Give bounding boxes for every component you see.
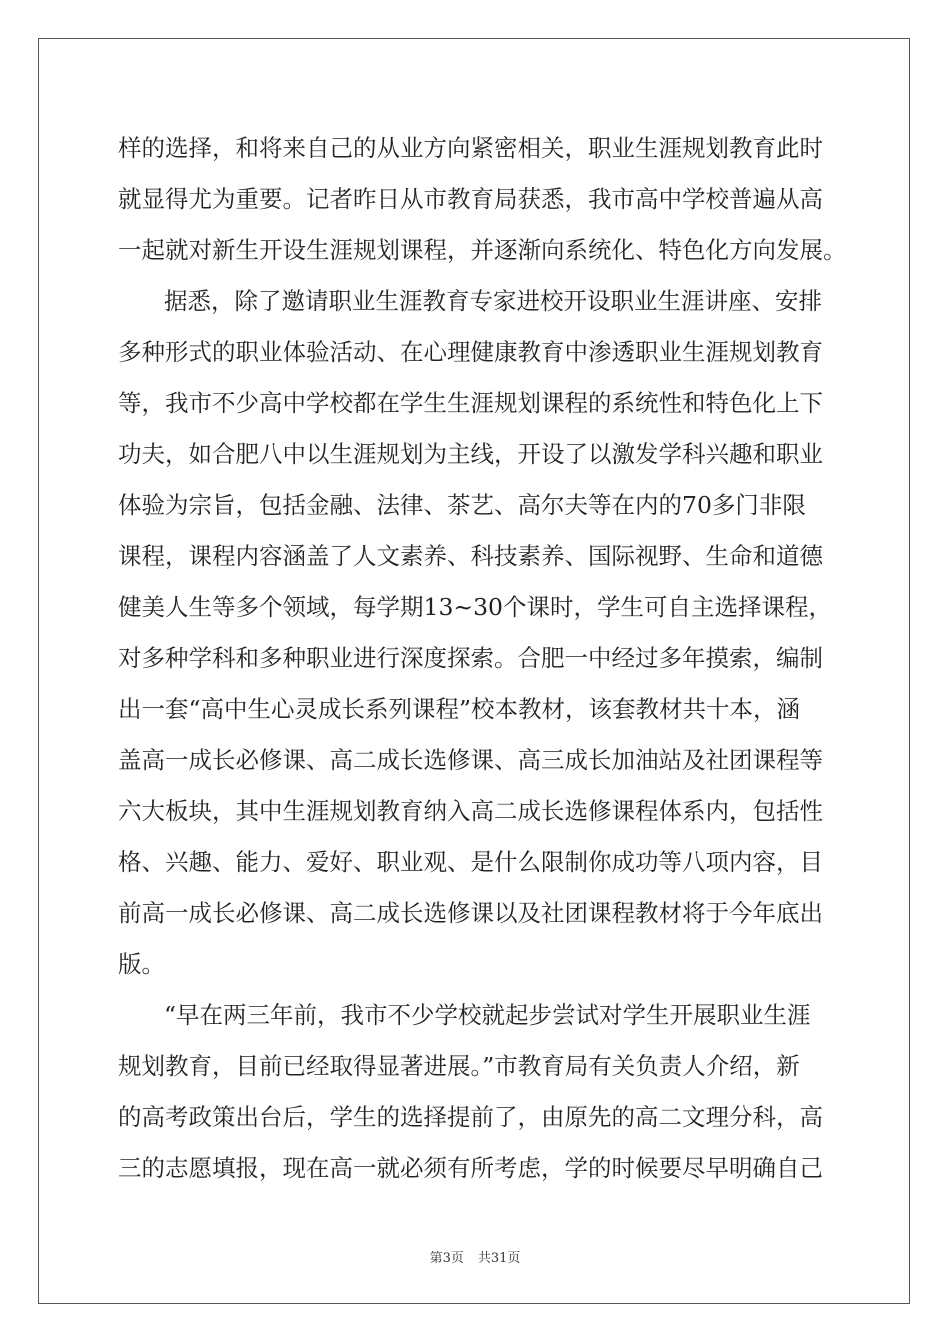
- total-pages: 共31页: [477, 1251, 521, 1266]
- text-line: 版。: [118, 950, 165, 978]
- text-line: 的高考政策出台后，学生的选择提前了，由原先的高二文理分科，高: [118, 1103, 823, 1131]
- text-line: 多种形式的职业体验活动、在心理健康教育中渗透职业生涯规划教育: [118, 338, 823, 366]
- text-line: 等，我市不少高中学校都在学生生涯规划课程的系统性和特色化上下: [118, 389, 823, 417]
- text-line: 三的志愿填报，现在高一就必须有所考虑，学的时候要尽早明确自己: [118, 1154, 823, 1182]
- text-line: 课程，课程内容涵盖了人文素养、科技素养、国际视野、生命和道德: [118, 542, 823, 570]
- text-line: 出一套“高中生心灵成长系列课程”校本教材，该套教材共十本，涵: [118, 695, 801, 723]
- page-number: 第3页: [429, 1251, 464, 1266]
- paragraph-first-line: 据悉，除了邀请职业生涯教育专家进校开设职业生涯讲座、安排: [164, 287, 822, 315]
- text-line: 一起就对新生开设生涯规划课程，并逐渐向系统化、特色化方向发展。: [118, 236, 847, 264]
- text-line: 体验为宗旨，包括金融、法律、茶艺、高尔夫等在内的70多门非限: [118, 491, 806, 519]
- text-line: 盖高一成长必修课、高二成长选修课、高三成长加油站及社团课程等: [118, 746, 823, 774]
- text-line: 格、兴趣、能力、爱好、职业观、是什么限制你成功等八项内容，目: [118, 848, 823, 876]
- text-line: 规划教育，目前已经取得显著进展。”市教育局有关负责人介绍，新: [118, 1052, 800, 1080]
- text-line: 前高一成长必修课、高二成长选修课以及社团课程教材将于今年底出: [118, 899, 823, 927]
- page-footer: [0, 1247, 950, 1266]
- text-line: 六大板块，其中生涯规划教育纳入高二成长选修课程体系内，包括性: [118, 797, 823, 825]
- text-line: 功夫，如合肥八中以生涯规划为主线，开设了以激发学科兴趣和职业: [118, 440, 823, 468]
- text-line: 对多种学科和多种职业进行深度探索。合肥一中经过多年摸索，编制: [118, 644, 823, 672]
- text-line: 样的选择，和将来自己的从业方向紧密相关，职业生涯规划教育此时: [118, 134, 823, 162]
- text-line: 健美人生等多个领域，每学期13~30个课时，学生可自主选择课程，: [118, 593, 832, 621]
- text-line: 就显得尤为重要。记者昨日从市教育局获悉，我市高中学校普遍从高: [118, 185, 823, 213]
- paragraph-first-line: “早在两三年前，我市不少学校就起步尝试对学生开展职业生涯: [164, 1001, 811, 1029]
